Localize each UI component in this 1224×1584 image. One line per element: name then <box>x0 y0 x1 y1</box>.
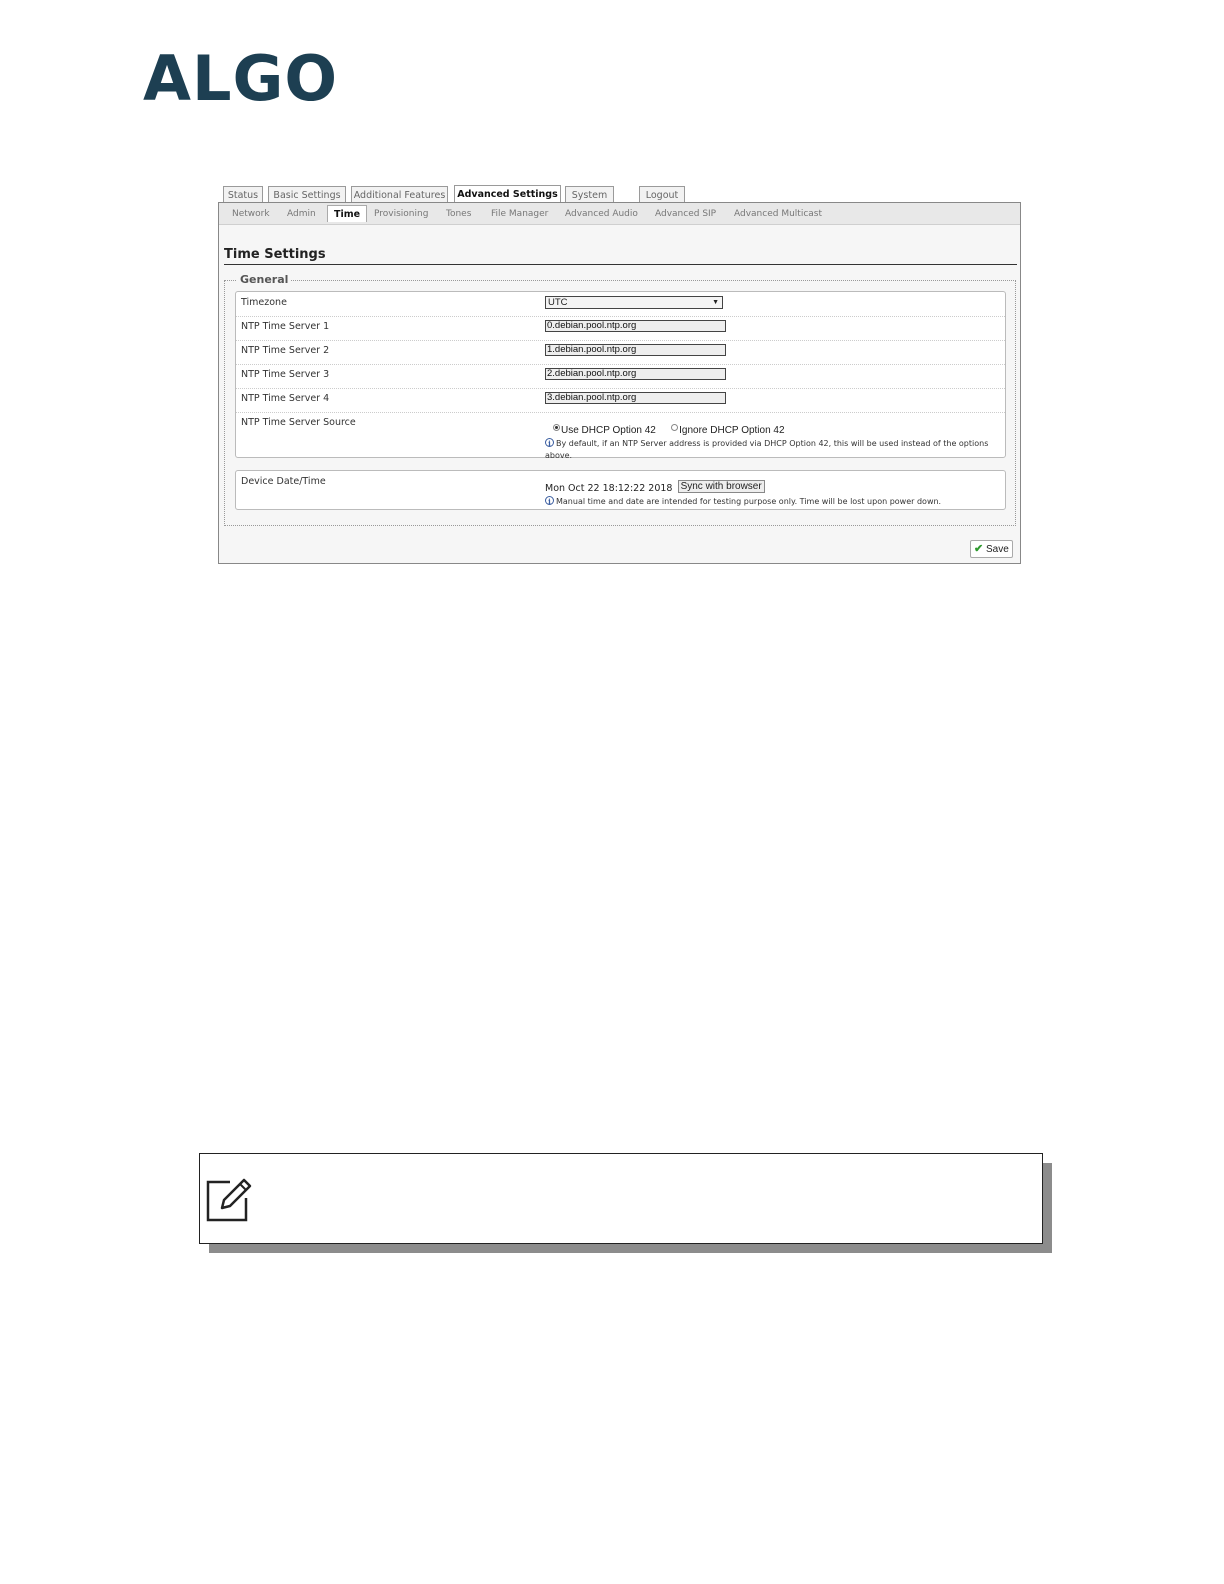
device-datetime-note: Manual time and date are intended for testing purpose only. Time will be lost upon power down. <box>556 497 942 506</box>
ntp3-input[interactable]: 2.debian.pool.ntp.org <box>545 368 726 380</box>
tab-system[interactable]: System <box>565 186 614 202</box>
ntp3-label: NTP Time Server 3 <box>241 369 330 380</box>
ntp-source-row <box>236 412 1005 460</box>
ntp3-row <box>236 364 1005 389</box>
ntp-source-note: By default, if an NTP Server address is provided via DHCP Option 42, this will be used instead of the options above. <box>545 439 989 460</box>
ntp-settings-box <box>235 291 1006 458</box>
web-ui-screenshot <box>218 183 1021 564</box>
use-dhcp42-label: Use DHCP Option 42 <box>561 425 656 436</box>
timezone-row <box>236 292 1005 317</box>
save-button[interactable]: ✔ Save <box>970 540 1013 558</box>
algo-logo: ALGO <box>143 42 339 115</box>
subtab-network[interactable]: Network <box>232 209 270 219</box>
info-icon: i <box>545 438 554 447</box>
checkmark-icon: ✔ <box>974 543 984 555</box>
tab-status[interactable]: Status <box>223 186 263 202</box>
timezone-select[interactable]: UTC ▼ <box>545 296 723 309</box>
tab-additional-features[interactable]: Additional Features <box>351 186 448 202</box>
ntp4-row <box>236 388 1005 413</box>
title-divider <box>224 264 1017 265</box>
ntp-source-label: NTP Time Server Source <box>241 417 356 428</box>
subtab-provisioning[interactable]: Provisioning <box>374 209 429 219</box>
subtab-tones[interactable]: Tones <box>446 209 472 219</box>
subtab-file-manager[interactable]: File Manager <box>491 209 549 219</box>
subtab-advanced-sip[interactable]: Advanced SIP <box>655 209 717 219</box>
dropdown-arrow-icon: ▼ <box>712 299 719 306</box>
pencil-note-icon <box>204 1174 254 1224</box>
page-title: Time Settings <box>224 247 326 262</box>
ntp1-label: NTP Time Server 1 <box>241 321 330 332</box>
subtab-admin[interactable]: Admin <box>287 209 316 219</box>
sub-tabs <box>219 203 1020 225</box>
subtab-advanced-multicast[interactable]: Advanced Multicast <box>734 209 822 219</box>
subtab-time[interactable]: Time <box>327 205 367 222</box>
timezone-label: Timezone <box>241 297 287 308</box>
general-fieldset <box>224 273 1016 526</box>
ignore-dhcp42-label: Ignore DHCP Option 42 <box>679 425 785 436</box>
tab-logout[interactable]: Logout <box>639 186 685 202</box>
use-dhcp42-radio[interactable] <box>553 424 560 431</box>
device-datetime-value: Mon Oct 22 18:12:22 2018 <box>545 483 673 494</box>
ignore-dhcp42-radio[interactable] <box>671 424 678 431</box>
ntp2-input[interactable]: 1.debian.pool.ntp.org <box>545 344 726 356</box>
device-datetime-label: Device Date/Time <box>241 476 326 487</box>
ntp2-label: NTP Time Server 2 <box>241 345 330 356</box>
device-datetime-box <box>235 470 1006 510</box>
subtab-advanced-audio[interactable]: Advanced Audio <box>565 209 638 219</box>
ntp1-row <box>236 316 1005 341</box>
ntp2-row <box>236 340 1005 365</box>
ntp4-label: NTP Time Server 4 <box>241 393 330 404</box>
tab-advanced-settings[interactable]: Advanced Settings <box>454 185 561 205</box>
settings-panel <box>218 202 1021 564</box>
section-legend: General <box>237 273 291 286</box>
sync-with-browser-button[interactable]: Sync with browser <box>678 480 765 493</box>
info-icon: i <box>545 496 554 505</box>
tab-basic-settings[interactable]: Basic Settings <box>268 186 346 202</box>
ntp4-input[interactable]: 3.debian.pool.ntp.org <box>545 392 726 404</box>
ntp1-input[interactable]: 0.debian.pool.ntp.org <box>545 320 726 332</box>
note-callout <box>199 1153 1043 1244</box>
